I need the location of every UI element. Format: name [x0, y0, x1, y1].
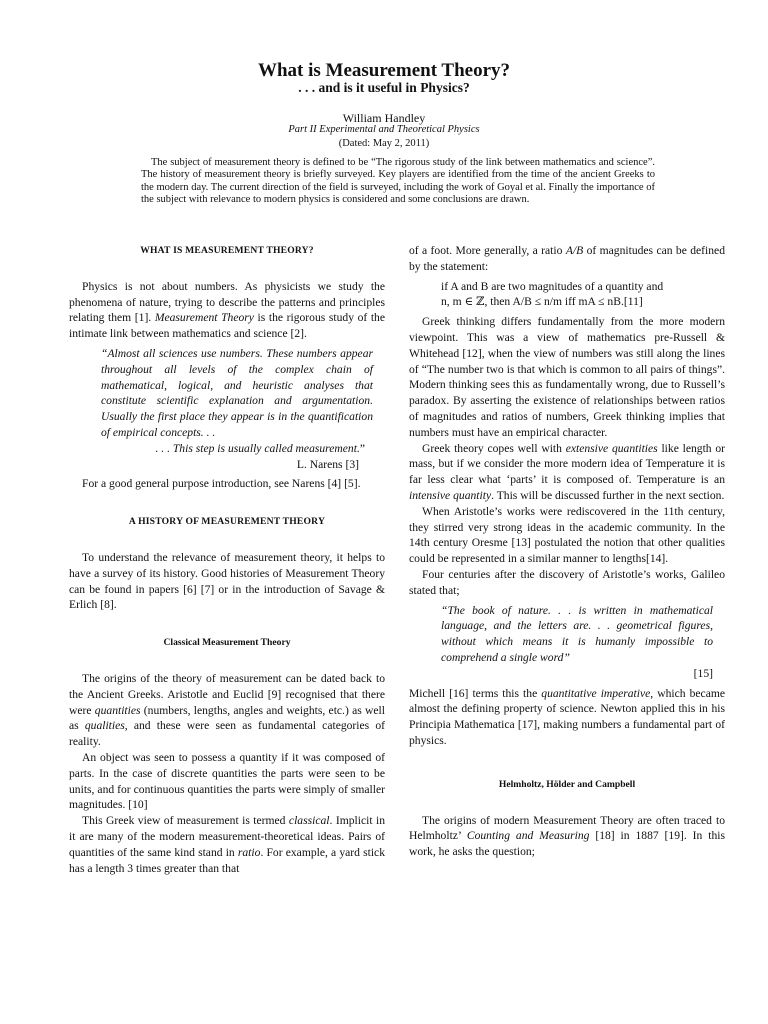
paper-subtitle: . . . and is it useful in Physics? — [298, 80, 470, 95]
paragraph: of a foot. More generally, a ratio A/B of magnitudes can be defined by the statement: — [409, 244, 725, 273]
quote-reference: [15] — [693, 666, 713, 680]
paper-date: (Dated: May 2, 2011) — [338, 138, 430, 149]
paragraph: Greek theory copes well with extensive quantities like length or mass, but if we consider the more modern idea of Temperature it is far less clear what ‘parts’ it is composed of. Temperature is an intensive quantity. This will be discussed further in the next section. — [409, 441, 726, 502]
block-quote-galileo: “The book of nature. . . is written in mathematical language, and the letters are. . . geometrical figures, without which means it is humanly impossible to comprehend a single word” [15] — [441, 603, 713, 680]
paragraph: Four centuries after the discovery of Aristotle’s works, Galileo stated that; — [409, 567, 725, 597]
ratio-definition: if A and B are two magnitudes of a quantity and n, m ∈ ℤ, then A/B ≤ n/m iff mA ≤ nB.[11] — [441, 279, 664, 309]
paragraph: For a good general purpose introduction, see Narens [4] [5]. — [82, 477, 361, 491]
paragraph: Physics is not about numbers. As physicists we study the phenomena of nature, trying to describe the patterns and principles relating them [1]. Measurement Theory is the rigorous study of the intimate link between mathematics and science [2]. — [69, 279, 386, 341]
paragraph: Michell [16] terms this the quantitative imperative, which became almost the defining property of science. Newton applied this in his Principia Mathematica [17], making numbers a fundamental part of physics. — [409, 686, 725, 747]
paragraph: When Aristotle’s works were rediscovered in the 11th century, they stirred very strong ideas in the academic community. In the 14th century Oresme [13] postulated the notion that other qualities could be represented in a similar manner to lengths[14]. — [409, 504, 725, 566]
paragraph: This Greek view of measurement is termed classical. Implicit in it are many of the modern measurement-theoretical ideas. Pairs of quantities of the same kind stand in ratio. For example, a yard stick has a length 3 times greater than that — [69, 814, 385, 875]
paper-title: What is Measurement Theory? — [257, 60, 511, 81]
left-column — [69, 243, 385, 876]
paragraph: The origins of modern Measurement Theory are often traced to Helmholtz’ Counting and Measuring [18] in 1887 [19]. In this work, he asks the question; — [409, 813, 725, 859]
abstract: The subject of measurement theory is defined to be “The rigorous study of the link between mathematics and science”. The history of measurement theory is briefly surveyed. Key players are identified from the time of the ancient Greeks to the modern day. The current direction of the field is surveyed, including the work of Goyal et al. Finally the importance of the subject with relevance to modern physics is considered and some conclusions are drawn. — [141, 157, 655, 205]
paragraph: An object was seen to possess a quantity if it was composed of parts. In the case of discrete quantities the parts were seen to be units, and for continuous quantities the parts were simply of smaller magnitudes. [10] — [69, 750, 385, 812]
block-quote-narens: “Almost all sciences use numbers. These numbers appear throughout all levels of the complex chain of mathematical, logical, and heuristic analyses that constitute scientific explanation and argumentation. Usually the first place they appear is in the quantification of empirical concepts. . . . . . This step is usually called measurement.” L. Narens [3] — [101, 346, 373, 471]
paragraph: The origins of the theory of measurement can be dated back to the Ancient Greeks. Aristotle and Euclid [9] recognised that there were quantities (numbers, lengths, angles and weights, etc.) as well as qualities, and these were seen as fundamental categories of reality. — [69, 671, 386, 749]
author-name: William Handley — [342, 111, 426, 125]
section-heading-what-is: WHAT IS MEASUREMENT THEORY? — [140, 245, 314, 256]
paragraph: To understand the relevance of measurement theory, it helps to have a survey of its history. Good histories of Measurement Theory can be found in papers [6] [7] or in the introduction of Savage & Erlich [8]. — [69, 550, 385, 612]
author-affiliation: Part II Experimental and Theoretical Physics — [288, 124, 480, 135]
section-heading-history: A HISTORY OF MEASUREMENT THEORY — [128, 516, 326, 528]
subsection-heading-classical: Classical Measurement Theory — [163, 637, 291, 649]
subsection-heading-helmholtz: Helmholtz, Hölder and Campbell — [498, 778, 636, 790]
right-column — [409, 243, 725, 860]
quote-attribution: L. Narens [3] — [296, 457, 359, 471]
paragraph: Greek thinking differs fundamentally from the more modern viewpoint. This was a view of mathematics pre-Russell & Whitehead [12], when the view of numbers was still along the lines of “The number two is that which is common to all pairs of things”. Modern thinking sees this as fundamentally wrong, due to Russell’s paradox. By asserting the existence of relationships between ratios of magnitudes and ratios of numbers, Greek thinking implies that numbers must have an empirical character. — [409, 315, 725, 439]
